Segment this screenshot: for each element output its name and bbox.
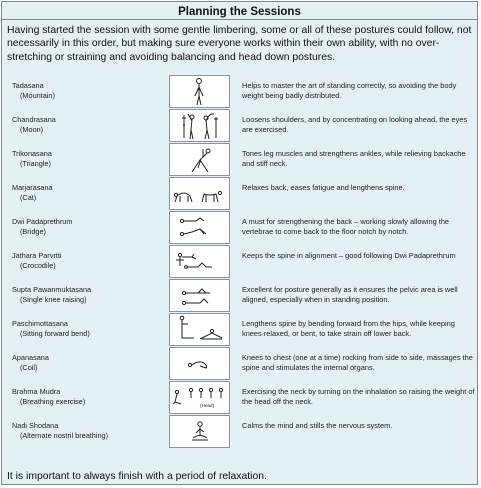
head-turn-icon	[169, 381, 230, 414]
posture-sanskrit-name: Marjarasana	[12, 183, 53, 192]
list-item	[2, 347, 479, 380]
posture-description: Exercising the neck by turning on the inhalation so raising the weight of the head off the neck.	[242, 387, 475, 407]
posture-description: Excellent for posture generally as it ensures the pelvic area is well aligned, especially when in standing position.	[242, 285, 458, 305]
posture-sanskrit-name: Paschimottasana	[12, 319, 68, 328]
posture-name	[12, 115, 162, 135]
list-item	[2, 313, 479, 346]
head-label: (Head)	[200, 403, 215, 408]
bridge-pose-icon	[169, 211, 230, 244]
triangle-pose-icon	[169, 143, 230, 176]
cat-pose-icon	[169, 177, 230, 210]
posture-sanskrit-name: Tadasana	[12, 81, 44, 90]
list-item	[2, 143, 479, 176]
crocodile-pose-icon	[169, 245, 230, 278]
posture-description: Relaxes back, eases fatigue and lengthens spine.	[242, 183, 405, 192]
posture-description: Keeps the spine in alignment – good following Dwi Padaprethrum	[242, 251, 456, 260]
posture-english-name: (Sitting forward bend)	[20, 329, 90, 338]
posture-name	[12, 353, 162, 373]
posture-english-name: (Bridge)	[20, 227, 46, 236]
posture-name	[12, 149, 162, 169]
posture-name	[12, 285, 162, 305]
list-item	[2, 279, 479, 312]
posture-english-name: (Mountain)	[20, 91, 55, 100]
intro-text: Having started the session with some gentle limbering, some or all of these postures could follow, not necessarily in this order, but making sure everyone works within their own ability, with no over-stretching or straining and avoiding balancing and head down postures.	[7, 25, 472, 63]
posture-sanskrit-name: Jathara Parvrtti	[12, 251, 62, 260]
posture-sanskrit-name: Brahma Mudra	[12, 387, 61, 396]
posture-english-name: (Coil)	[20, 363, 38, 372]
sessions-panel	[1, 1, 478, 485]
list-item	[2, 381, 479, 414]
posture-english-name: (Crocodile)	[20, 261, 56, 270]
posture-description: Loosens shoulders, and by concentrating on looking ahead, the eyes are exercised.	[242, 115, 468, 135]
posture-name	[12, 421, 162, 441]
posture-description: Calms the mind and stills the nervous system.	[242, 421, 393, 430]
posture-sanskrit-name: Nadi Shodana	[12, 421, 59, 430]
posture-english-name: (Single knee raising)	[20, 295, 87, 304]
posture-name	[12, 319, 162, 339]
posture-sanskrit-name: Supta Pawanmuktasana	[12, 285, 92, 294]
posture-name	[12, 183, 162, 203]
list-item	[2, 245, 479, 278]
posture-english-name: (Alternate nostril breathing)	[20, 431, 109, 440]
seated-meditation-icon	[169, 415, 230, 448]
footer-note: It is important to always finish with a period of relaxation.	[7, 471, 267, 482]
posture-description: A must for strengthening the back – working slowly allowing the vertebrae to come back to the floor notch by notch.	[242, 217, 450, 237]
title-bar	[2, 2, 477, 20]
posture-english-name: (Moon)	[20, 125, 44, 134]
posture-description: Tones leg muscles and strengthens ankles, while relieving backache and stiff neck.	[242, 149, 466, 169]
posture-sanskrit-name: Chandrasana	[12, 115, 56, 124]
list-item	[2, 75, 479, 108]
forward-bend-icon	[169, 313, 230, 346]
posture-sanskrit-name: Apanasana	[12, 353, 49, 362]
knee-raise-icon	[169, 279, 230, 312]
list-item	[2, 109, 479, 142]
posture-sanskrit-name: Trikonasana	[12, 149, 52, 158]
posture-name	[12, 217, 162, 237]
posture-description: Knees to chest (one at a time) rocking from side to side, massages the spine and stimulates the internal organs.	[242, 353, 473, 373]
side-bend-figures-icon	[169, 109, 230, 142]
coil-pose-icon	[169, 347, 230, 380]
posture-name	[12, 251, 162, 271]
posture-english-name: (Breathing exercise)	[20, 397, 86, 406]
posture-description: Lengthens spine by bending forward from the hips, while keeping knees relaxed, or bent, to take strain off lower back.	[242, 319, 455, 339]
list-item	[2, 415, 479, 448]
posture-description: Helps to master the art of standing correctly, so avoiding the body weight being badly distributed.	[242, 81, 457, 101]
posture-english-name: (Triangle)	[20, 159, 51, 168]
posture-name	[12, 81, 162, 101]
posture-english-name: (Cat)	[20, 193, 37, 202]
list-item	[2, 211, 479, 244]
list-item	[2, 177, 479, 210]
posture-name	[12, 387, 162, 407]
standing-figure-icon	[169, 75, 230, 108]
posture-sanskrit-name: Dwi Padaprethrum	[12, 217, 73, 226]
page-title: Planning the Sessions	[178, 6, 301, 18]
